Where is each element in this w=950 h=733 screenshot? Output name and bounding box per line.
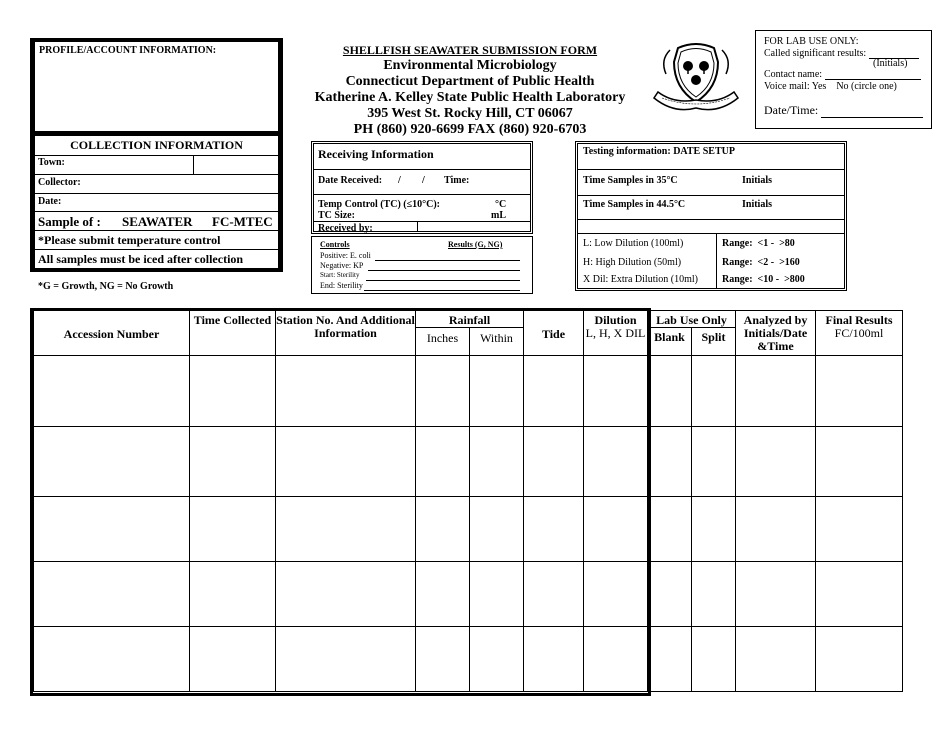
date-received-label: Date Received: (318, 175, 383, 186)
collector-field[interactable]: Collector: (38, 177, 81, 188)
cell-blank[interactable] (648, 356, 692, 427)
cell-tide[interactable] (524, 562, 584, 627)
col-split (692, 328, 736, 356)
table-row (34, 497, 903, 562)
cell-analyzed[interactable] (736, 562, 816, 627)
receiving-box (311, 141, 533, 234)
dilution-sub-header: L, H, X DIL (585, 326, 646, 340)
cell-within[interactable] (470, 356, 524, 427)
col-inches (416, 328, 470, 356)
control-positive: Positive: E. coli (320, 251, 371, 260)
cell-dilution[interactable] (584, 497, 648, 562)
cell-analyzed[interactable] (736, 497, 816, 562)
dilution-header: Dilution (594, 313, 637, 327)
col-final-results (816, 311, 903, 356)
cell-within[interactable] (470, 427, 524, 497)
date-received-field[interactable] (318, 175, 382, 186)
cell-analyzed[interactable] (736, 627, 816, 692)
samples-table (33, 310, 903, 692)
cell-final[interactable] (816, 627, 903, 692)
cell-split[interactable] (692, 562, 736, 627)
within-header: Within (480, 331, 513, 345)
contact-name-label: Contact name: (764, 69, 823, 80)
time-received-field[interactable]: Time: (444, 175, 470, 186)
collection-title: COLLECTION INFORMATION (70, 138, 243, 152)
cell-final[interactable] (816, 427, 903, 497)
ml-label: mL (491, 210, 506, 221)
cell-dilution[interactable] (584, 356, 648, 427)
temp-control-field[interactable]: Temp Control (TC) (≤10°C): (318, 199, 440, 210)
cell-station[interactable] (276, 427, 416, 497)
cell-tide[interactable] (524, 427, 584, 497)
control-end: End: Sterility (320, 281, 363, 290)
initials-44-label: Initials (742, 199, 773, 210)
fc-header: FC/100ml (834, 326, 884, 340)
control-row[interactable] (320, 261, 520, 271)
col-rainfall (416, 311, 524, 328)
control-row[interactable] (320, 271, 520, 281)
cell-accession[interactable] (34, 627, 190, 692)
table-row (34, 627, 903, 692)
cell-inches[interactable] (416, 427, 470, 497)
lab-datetime-field[interactable] (764, 103, 923, 118)
cell-accession[interactable] (34, 356, 190, 427)
cell-station[interactable] (276, 627, 416, 692)
analyzed-by-header: Analyzed by Initials/Date &Time (743, 313, 808, 353)
cell-split[interactable] (692, 427, 736, 497)
cell-time[interactable] (190, 427, 276, 497)
cell-accession[interactable] (34, 562, 190, 627)
cell-blank[interactable] (648, 562, 692, 627)
col-time-collected (190, 311, 276, 356)
controls-box (311, 236, 533, 294)
lab-datetime-label: Date/Time: (764, 103, 819, 117)
col-dilution (584, 311, 648, 356)
cell-inches[interactable] (416, 562, 470, 627)
testing-box (575, 141, 847, 291)
time-44-field[interactable]: Time Samples in 44.5°C (583, 199, 686, 210)
high-dilution-range: Range: <2 - >160 (722, 257, 800, 268)
received-by-field[interactable]: Received by: (318, 223, 373, 234)
cell-blank[interactable] (648, 627, 692, 692)
date-field[interactable]: Date: (38, 196, 62, 207)
cell-within[interactable] (470, 562, 524, 627)
date-slash-2: / (422, 175, 425, 186)
cell-accession[interactable] (34, 497, 190, 562)
accession-header: Accession Number (63, 327, 160, 341)
form-header (310, 42, 630, 138)
contact-name-field[interactable] (764, 69, 921, 80)
inches-header: Inches (426, 331, 459, 345)
cell-inches[interactable] (416, 356, 470, 427)
col-within (470, 328, 524, 356)
testing-title: Testing information: DATE SETUP (583, 146, 735, 157)
collection-box (35, 136, 278, 268)
extra-dilution-label: X Dil: Extra Dilution (10ml) (583, 274, 698, 285)
control-row[interactable] (320, 251, 520, 261)
cell-tide[interactable] (524, 627, 584, 692)
cell-final[interactable] (816, 497, 903, 562)
table-row (34, 356, 903, 427)
profile-title: PROFILE/ACCOUNT INFORMATION: (39, 45, 217, 56)
cell-within[interactable] (470, 627, 524, 692)
cell-time[interactable] (190, 627, 276, 692)
cell-tide[interactable] (524, 497, 584, 562)
final-results-header: Final Results (825, 313, 893, 327)
deg-c-label: °C (495, 199, 507, 210)
control-row[interactable] (320, 281, 520, 291)
cell-analyzed[interactable] (736, 427, 816, 497)
col-station (276, 311, 416, 356)
date-slash-1: / (398, 175, 401, 186)
fc-mtec-label: FC-MTEC (212, 214, 273, 229)
cell-split[interactable] (692, 497, 736, 562)
low-dilution-label: L: Low Dilution (100ml) (583, 238, 684, 249)
voicemail-field[interactable]: Voice mail: Yes No (circle one) (764, 81, 897, 92)
table-row (34, 562, 903, 627)
col-blank (648, 328, 692, 356)
controls-results-header: Results (G, NG) (448, 240, 503, 249)
profile-box[interactable] (35, 42, 278, 131)
town-field[interactable]: Town: (38, 157, 65, 168)
cell-inches[interactable] (416, 497, 470, 562)
high-dilution-label: H: High Dilution (50ml) (583, 257, 682, 268)
col-accession (34, 311, 190, 356)
tide-header: Tide (541, 327, 566, 341)
form-title: SHELLFISH SEAWATER SUBMISSION FORM (342, 43, 598, 57)
header-line-3: Katherine A. Kelley State Public Health Laboratory (314, 90, 626, 105)
sample-of-label: Sample of : (38, 214, 101, 229)
cell-split[interactable] (692, 627, 736, 692)
cell-blank[interactable] (648, 427, 692, 497)
cell-analyzed[interactable] (736, 356, 816, 427)
col-analyzed-by (736, 311, 816, 356)
cell-station[interactable] (276, 497, 416, 562)
cell-accession[interactable] (34, 427, 190, 497)
low-dilution-range: Range: <1 - >80 (722, 238, 795, 249)
cell-dilution[interactable] (584, 427, 648, 497)
header-line-1: Environmental Microbiology (383, 58, 557, 73)
extra-dilution-range: Range: <10 - >800 (722, 274, 805, 285)
cell-within[interactable] (470, 497, 524, 562)
called-results-label: Called significant results: (764, 48, 867, 59)
state-seal-logo (648, 40, 744, 120)
cell-time[interactable] (190, 356, 276, 427)
header-line-5: PH (860) 920-6699 FAX (860) 920-6703 (353, 122, 587, 137)
initials-label: (Initials) (873, 58, 908, 69)
lab-use-only-header: Lab Use Only (656, 313, 727, 327)
table-row (34, 427, 903, 497)
seawater-label: SEAWATER (122, 214, 193, 229)
time-35-field[interactable]: Time Samples in 35°C (583, 175, 678, 186)
split-header: Split (701, 330, 726, 344)
col-lab-use-only (648, 311, 736, 328)
time-collected-header: Time Collected (193, 313, 272, 327)
cell-final[interactable] (816, 562, 903, 627)
cell-dilution[interactable] (584, 562, 648, 627)
cell-station[interactable] (276, 562, 416, 627)
rainfall-header: Rainfall (448, 313, 491, 327)
cell-station[interactable] (276, 356, 416, 427)
blank-header: Blank (654, 330, 685, 344)
iced-note: All samples must be iced after collection (38, 252, 244, 266)
lab-use-box (755, 30, 932, 129)
receiving-title: Receiving Information (318, 147, 434, 161)
cell-tide[interactable] (524, 356, 584, 427)
col-tide (524, 311, 584, 356)
temperature-note: *Please submit temperature control (38, 233, 221, 247)
lab-use-title: FOR LAB USE ONLY: (764, 36, 859, 47)
cell-blank[interactable] (648, 497, 692, 562)
header-line-4: 395 West St. Rocky Hill, CT 06067 (367, 106, 573, 121)
header-line-2: Connecticut Department of Public Health (345, 74, 595, 89)
control-negative: Negative: KP (320, 261, 364, 270)
cell-time[interactable] (190, 562, 276, 627)
station-header: Station No. And Additional Information (276, 313, 415, 340)
cell-time[interactable] (190, 497, 276, 562)
tc-size-field[interactable]: TC Size: (318, 210, 355, 221)
cell-inches[interactable] (416, 627, 470, 692)
cell-dilution[interactable] (584, 627, 648, 692)
growth-legend: *G = Growth, NG = No Growth (38, 281, 174, 292)
controls-title: Controls (320, 240, 350, 249)
cell-final[interactable] (816, 356, 903, 427)
cell-split[interactable] (692, 356, 736, 427)
initials-35-label: Initials (742, 175, 773, 186)
control-start: Start: Sterility (320, 271, 360, 279)
